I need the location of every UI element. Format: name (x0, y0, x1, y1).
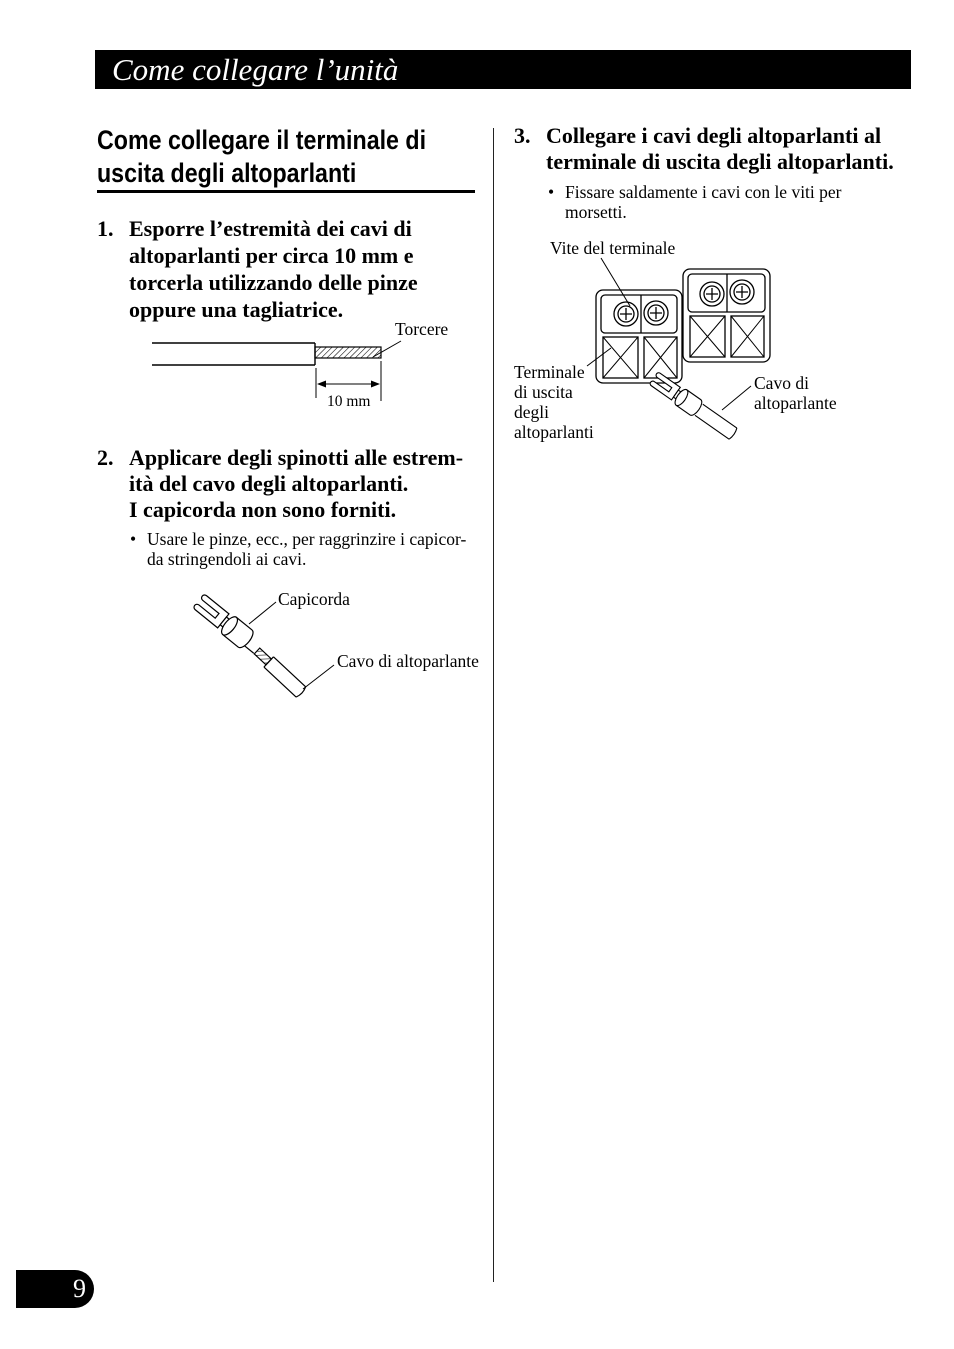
spade-terminal (192, 592, 265, 657)
dimension-arrowhead-left (317, 381, 326, 388)
step-instruction-line: Esporre l’estremità dei cavi di (129, 216, 412, 241)
page-number-tab (16, 1270, 94, 1308)
output-terminal-label-line: altoparlanti (514, 422, 594, 442)
crimp-terminal-label: Capicorda (278, 589, 350, 609)
bullet-text-line: Fissare saldamente i cavi con le viti per (565, 182, 842, 202)
cable-insulation (695, 404, 737, 439)
speaker-cable (252, 646, 307, 698)
output-terminal-label-line: Terminale (514, 362, 585, 382)
terminal-block-rear (683, 269, 770, 362)
step-instruction-line: altoparlanti per circa 10 mm e (129, 243, 414, 268)
output-terminal-label-line: di uscita (514, 382, 573, 402)
crimp-cable-label: Cavo di altoparlante (337, 651, 479, 671)
terminal-screw-label: Vite del terminale (550, 238, 676, 258)
bullet-text-line: Usare le pinze, ecc., per raggrinzire i capicor- (147, 529, 467, 549)
step-instruction-line: Collegare i cavi degli altoparlanti al (546, 123, 882, 148)
cable-insulation (264, 657, 306, 697)
crimp-cable-leader-line (303, 665, 334, 689)
strip-length-label: 10 mm (327, 393, 371, 410)
chapter-title: Come collegare l’unità (112, 52, 399, 87)
terminal-cable-label-line: altoparlante (754, 392, 837, 413)
twist-label: Torcere (395, 319, 449, 339)
terminal-cable-label-line: Cavo di (754, 373, 809, 393)
bullet-dot: • (130, 529, 137, 549)
wire-insulation (152, 343, 315, 365)
step-number: 3. (514, 123, 531, 148)
crimp-figure (192, 592, 334, 698)
step-number: 1. (97, 216, 114, 241)
cable-cut-end (729, 428, 738, 440)
terminal-screw (730, 280, 754, 304)
output-terminal-label-line: degli (514, 402, 549, 422)
bullet-dot: • (548, 182, 555, 202)
wire-strip-figure (152, 341, 401, 401)
cable-cut-end (296, 687, 307, 698)
step-instruction-line: terminale di uscita degli altoparlanti. (546, 149, 894, 174)
terminal-block-front (596, 290, 682, 383)
terminal-screw (644, 301, 668, 325)
page-number: 9 (73, 1274, 86, 1303)
terminal-spade-and-cable (648, 370, 739, 442)
twisted-conductor (315, 347, 381, 358)
terminal-cable-leader-line (722, 386, 751, 410)
step-number: 2. (97, 445, 114, 470)
crimp-terminal-leader-line (249, 602, 276, 624)
step-instruction-line: oppure una tagliatrice. (129, 297, 344, 322)
terminal-block-figure (587, 258, 770, 442)
bullet-text-line: morsetti. (565, 202, 627, 222)
terminal-screw (700, 282, 724, 306)
dimension-arrowhead-right (371, 381, 380, 388)
section-heading-line: uscita degli altoparlanti (97, 158, 357, 188)
bullet-text-line: da stringendoli ai cavi. (147, 549, 307, 569)
step-instruction-line: I capicorda non sono forniti. (129, 497, 397, 522)
step-instruction-line: ità del cavo degli altoparlanti. (129, 471, 409, 496)
step-instruction-line: torcerla utilizzando delle pinze (129, 270, 418, 295)
terminal-screw (614, 302, 638, 326)
section-heading-line: Come collegare il terminale di (97, 125, 427, 155)
spade-terminal-tail (244, 646, 253, 654)
step-instruction-line: Applicare degli spinotti alle estrem- (129, 445, 464, 470)
